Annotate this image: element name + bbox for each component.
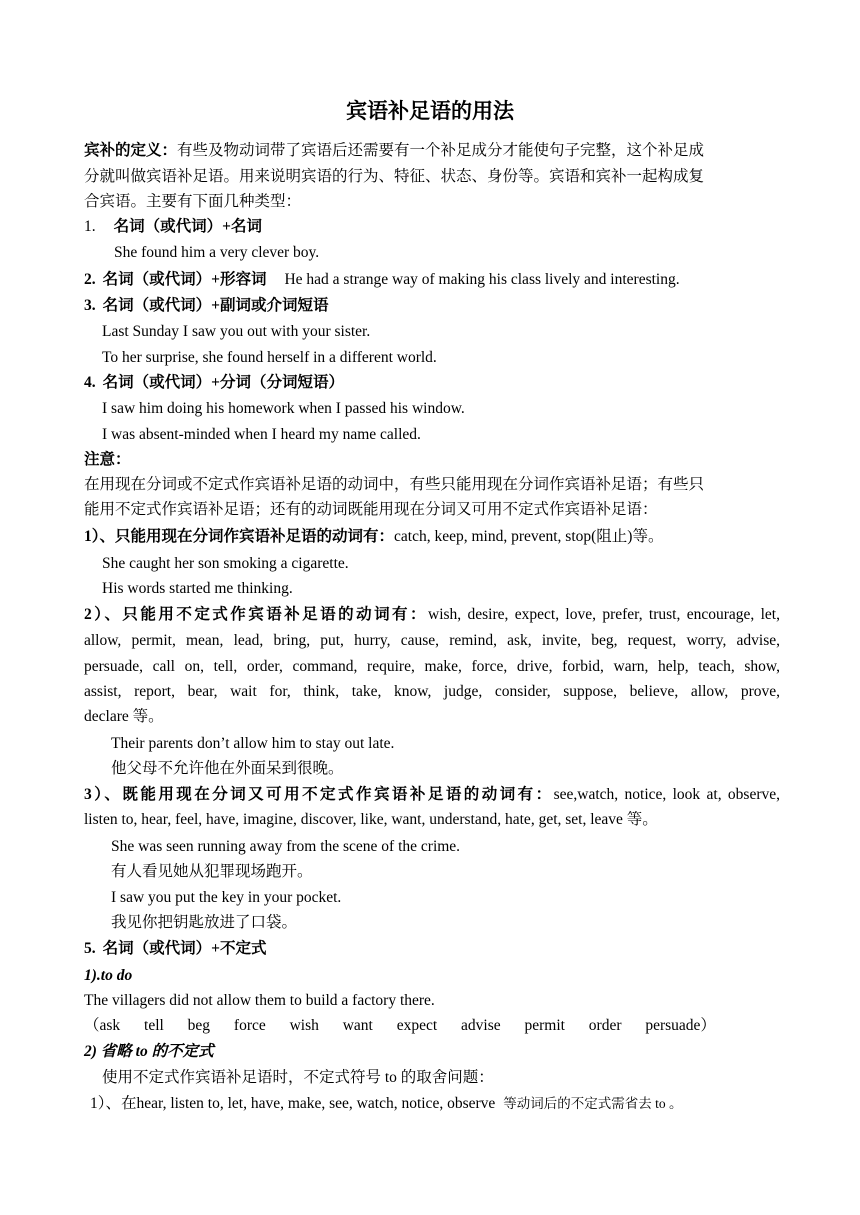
- omit-to-item-1: [90, 1094, 683, 1114]
- to-do-heading: 1).to do: [84, 967, 133, 984]
- verb-item: want: [342, 1017, 373, 1034]
- type-3-example-2: To her surprise, she found herself in a different world.: [102, 349, 437, 366]
- type-3-number: 3.: [84, 297, 96, 314]
- point-3-title: 3）、既能用现在分词又可用不定式作宾语补足语的动词有：: [84, 786, 554, 803]
- definition-label: 宾补的定义：: [84, 142, 178, 159]
- type-5-heading: [84, 939, 266, 959]
- to-do-example: The villagers did not allow them to build a factory there.: [84, 992, 435, 1009]
- type-4-title: 名词（或代词）+分词（分词短语）: [102, 374, 344, 391]
- verb-item: advise: [461, 1017, 501, 1034]
- verb-item: force: [233, 1017, 266, 1034]
- point-1-example-1: She caught her son smoking a cigarette.: [102, 555, 349, 572]
- type-1-number: 1.: [84, 218, 96, 235]
- definition-line-1: [84, 141, 704, 161]
- point-2-verbs-2: allow, permit, mean, lead, bring, put, hurry, cause, remind, ask, invite, beg, request, worry, advise,: [84, 632, 780, 649]
- verb-item: （ask: [84, 1017, 121, 1034]
- type-2-heading: [84, 270, 680, 290]
- omit-to-heading: 2) 省略 to 的不定式: [84, 1043, 214, 1060]
- point-2-title: 2）、只能用不定式作宾语补足语的动词有：: [84, 606, 429, 623]
- type-2-title: 名词（或代词）+形容词: [102, 271, 267, 288]
- point-3-example-1-cn: 有人看见她从犯罪现场跑开。: [111, 863, 313, 880]
- omit-to-item-number: 1）、在: [90, 1095, 137, 1112]
- verb-item: expect: [396, 1017, 438, 1034]
- point-2-verbs-5: declare 等。: [84, 708, 164, 725]
- to-do-verb-list: [84, 1016, 716, 1036]
- type-1-heading: [84, 217, 262, 237]
- page-title: 宾语补足语的用法: [346, 99, 514, 123]
- type-4-example-2: I was absent-minded when I heard my name called.: [102, 426, 421, 443]
- type-2-example: He had a strange way of making his class lively and interesting.: [284, 271, 680, 288]
- type-4-example-1: I saw him doing his homework when I passed his window.: [102, 400, 465, 417]
- point-2-verbs-4: assist, report, bear, wait for, think, take, know, judge, consider, suppose, believe, allow, prove,: [84, 683, 780, 700]
- point-3-verbs-2: listen to, hear, feel, have, imagine, discover, like, want, understand, hate, get, set, leave 等。: [84, 811, 658, 828]
- point-3-verbs-1: see,watch, notice, look at, observe,: [553, 786, 780, 803]
- omit-to-item-tail: 等动词后的不定式需省去 to 。: [503, 1096, 683, 1111]
- type-3-title: 名词（或代词）+副词或介词短语: [102, 297, 329, 314]
- type-5-title: 名词（或代词）+不定式: [102, 940, 267, 957]
- verb-item: tell: [144, 1017, 164, 1034]
- point-2-example-cn: 他父母不允许他在外面呆到很晚。: [111, 760, 344, 777]
- omit-to-intro: 使用不定式作宾语补足语时，不定式符号 to 的取舍问题：: [102, 1069, 494, 1086]
- point-3-example-2-en: I saw you put the key in your pocket.: [111, 889, 342, 906]
- type-1-title: 名词（或代词）+名词: [113, 218, 262, 235]
- definition-text-1: 有些及物动词带了宾语后还需要有一个补足成分才能使句子完整，这个补足成: [177, 142, 705, 159]
- type-2-number: 2.: [84, 271, 96, 288]
- point-2-verbs-3: persuade, call on, tell, order, command, require, make, force, drive, forbid, warn, help, teach, show,: [84, 658, 780, 675]
- point-1-example-2: His words started me thinking.: [102, 580, 293, 597]
- type-5-number: 5.: [84, 940, 96, 957]
- point-2-verbs-1: wish, desire, expect, love, prefer, trust, encourage, let,: [428, 606, 780, 623]
- point-3-heading: [84, 785, 780, 805]
- note-label: 注意：: [84, 451, 131, 468]
- definition-line-2: 分就叫做宾语补足语。用来说明宾语的行为、特征、状态、身份等。宾语和宾补一起构成复: [84, 168, 705, 185]
- omit-to-item-verbs: hear, listen to, let, have, make, see, watch, notice, observe: [136, 1095, 496, 1112]
- note-line-2: 能用不定式作宾语补足语；还有的动词既能用现在分词又可用不定式作宾语补足语：: [84, 501, 658, 518]
- point-1-title: 1）、只能用现在分词作宾语补足语的动词有：: [84, 528, 395, 545]
- definition-line-3: 合宾语。主要有下面几种类型：: [84, 193, 302, 210]
- verb-item: beg: [187, 1017, 211, 1034]
- point-1-verbs: catch, keep, mind, prevent, stop(阻止)等。: [394, 528, 664, 545]
- point-3-example-2-cn: 我见你把钥匙放进了口袋。: [111, 914, 298, 931]
- point-2-example-en: Their parents don’t allow him to stay out late.: [111, 735, 395, 752]
- type-1-example: She found him a very clever boy.: [114, 244, 320, 261]
- type-4-number: 4.: [84, 374, 96, 391]
- type-3-heading: [84, 296, 328, 316]
- verb-item: wish: [289, 1017, 319, 1034]
- point-3-example-1-en: She was seen running away from the scene of the crime.: [111, 838, 461, 855]
- point-2-heading: [84, 605, 780, 625]
- type-3-example-1: Last Sunday I saw you out with your sister.: [102, 323, 371, 340]
- note-line-1: 在用现在分词或不定式作宾语补足语的动词中，有些只能用现在分词作宾语补足语；有些只: [84, 476, 705, 493]
- type-4-heading: [84, 373, 344, 393]
- verb-item: permit: [524, 1017, 565, 1034]
- verb-item: persuade）: [645, 1017, 716, 1034]
- verb-item: order: [588, 1017, 622, 1034]
- point-1-heading: [84, 527, 663, 547]
